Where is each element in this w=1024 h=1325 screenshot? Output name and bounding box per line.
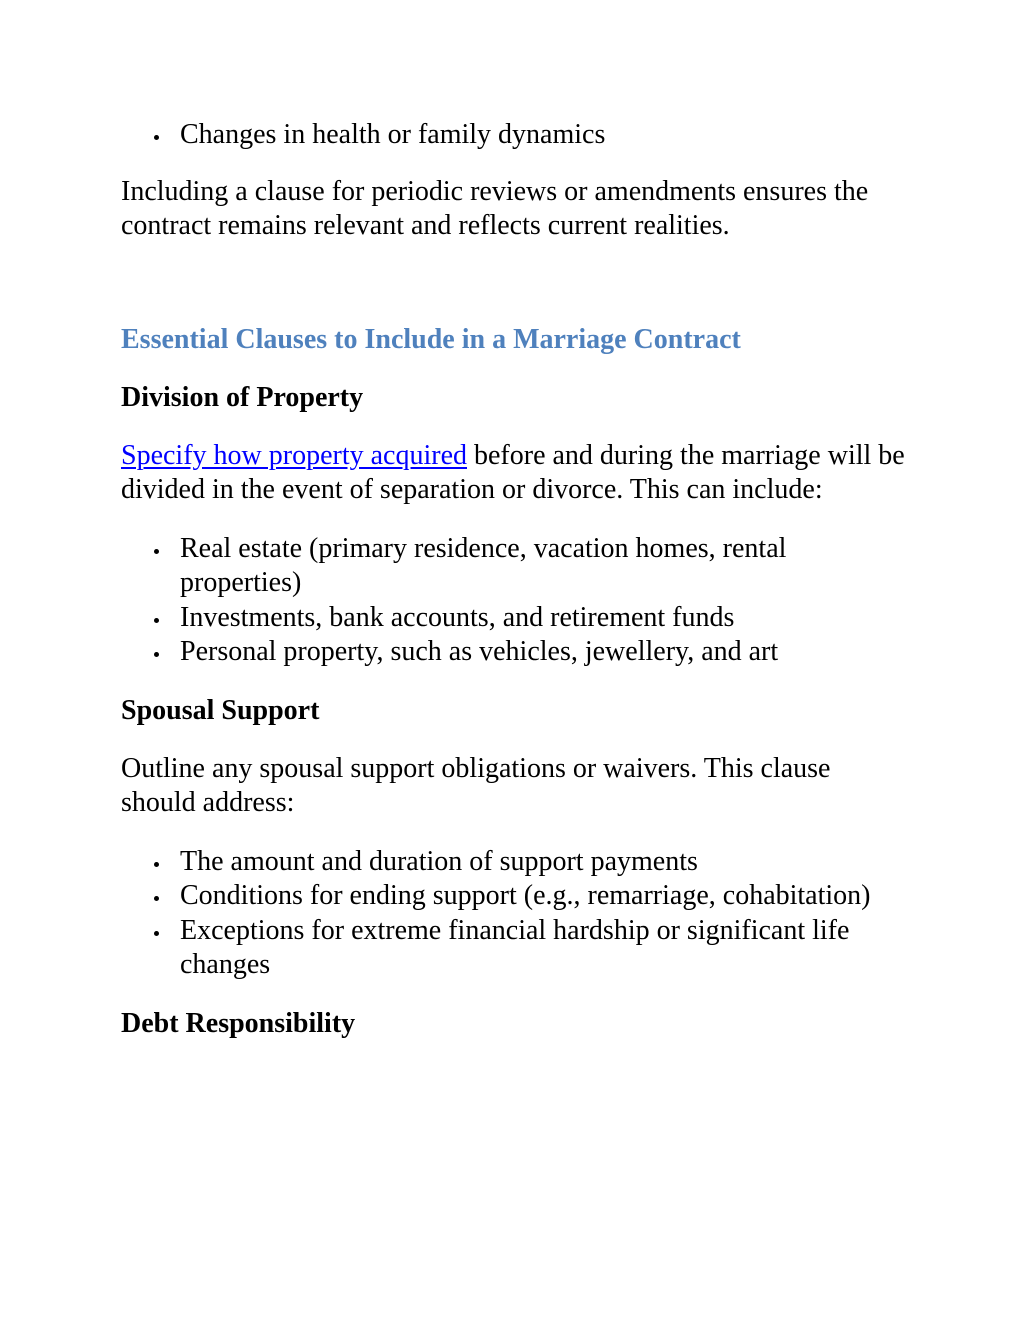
- spousal-heading: Spousal Support: [121, 694, 320, 726]
- list-item: Personal property, such as vehicles, jewellery, and art: [121, 635, 911, 670]
- list-item: Real estate (primary residence, vacation homes, rental properties): [121, 532, 911, 601]
- spousal-bullet-list: [121, 845, 911, 983]
- list-item: Conditions for ending support (e.g., remarriage, cohabitation): [121, 879, 911, 914]
- division-paragraph: [121, 439, 911, 508]
- intro-bullet-list: [121, 118, 911, 153]
- intro-paragraph: Including a clause for periodic reviews or amendments ensures the contract remains relevant and reflects current realities.: [121, 175, 869, 241]
- document-page: [121, 118, 911, 1041]
- debt-heading: Debt Responsibility: [121, 1007, 356, 1039]
- list-item: Exceptions for extreme financial hardship or significant life changes: [121, 914, 911, 983]
- division-bullet-list: [121, 532, 911, 670]
- spousal-paragraph: Outline any spousal support obligations or waivers. This clause should address:: [121, 752, 831, 818]
- list-item: The amount and duration of support payments: [121, 845, 911, 880]
- list-item: Investments, bank accounts, and retirement funds: [121, 601, 911, 636]
- section-title: Essential Clauses to Include in a Marriage Contract: [121, 323, 741, 355]
- division-text: before and during the marriage will be divided in the event of separation or divorce. This can include:: [121, 439, 905, 505]
- list-item: Changes in health or family dynamics: [121, 118, 911, 153]
- division-heading: Division of Property: [121, 381, 364, 413]
- property-link[interactable]: Specify how property acquired: [121, 439, 467, 471]
